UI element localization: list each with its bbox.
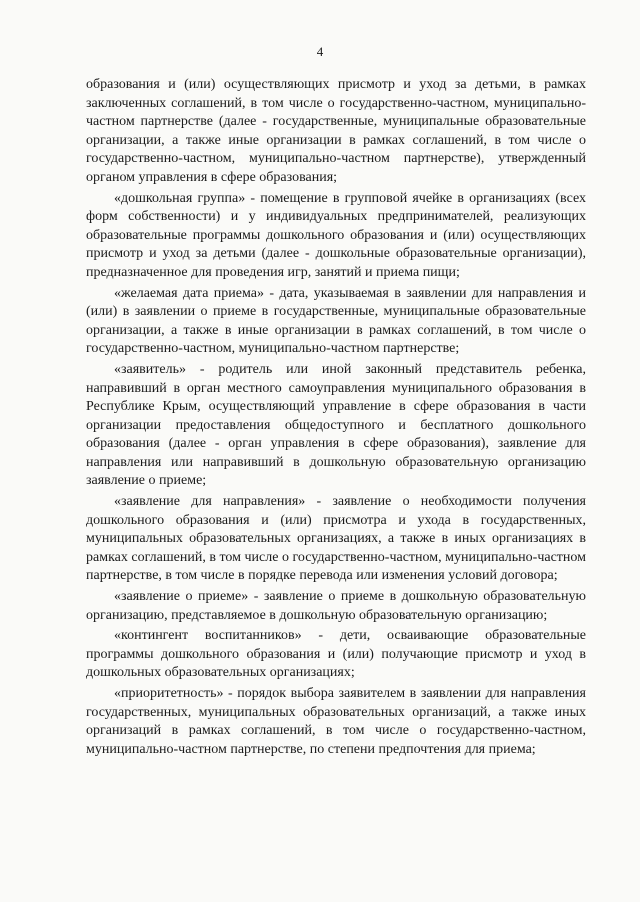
paragraph-admission-application: «заявление о приеме» - заявление о приеме в дошкольную образовательную организацию, представляемое в дошкольную образовательную организацию; [86,589,586,623]
paragraph-preschool-group: «дошкольная группа» - помещение в групповой ячейке в организациях (всех форм собственности) и у индивидуальных предпринимателей, реализующих образовательные программы дошкольного образования и (или) осуществляющих присмотр и уход за детьми (далее - дошкольные образовательные организации), предназначенное для проведения игр, занятий и приема пищи; [86,190,586,280]
paragraph-priority: «приоритетность» - порядок выбора заявителем в заявлении для направления государственных, муниципальных образовательных организаций, а также иных организаций в рамках соглашений, в том числе о государственно-частном, муниципально-частном партнерстве, по степени предпочтения для приема; [86,686,586,757]
paragraph-continuation: образования и (или) осуществляющих присмотр и уход за детьми, в рамках заключенных соглашений, в том числе о государственно-частном, муниципально-частном партнерстве (далее - государственные, муниципальные образовательные организации, а также иные организации в рамках соглашений, в том числе о государственно-частном, муниципально-частном партнерстве), утвержденный органом управления в сфере образования; [86,77,586,185]
paragraph-applicant: «заявитель» - родитель или иной законный представитель ребенка, направивший в орган местного самоуправления муниципального образования в Республике Крым, осуществляющий управление в сфере образования в части организации предоставления общедоступного и бесплатного дошкольного образования (далее - орган управления в сфере образования), заявление для направления или направивший в дошкольную образовательную организацию заявление о приеме; [86,361,586,489]
page-number: 4 [316,44,324,59]
document-body [86,76,586,761]
paragraph-pupil-contingent: «контингент воспитанников» - дети, осваивающие образовательные программы дошкольного образования и (или) получающие присмотр и уход в дошкольных образовательных организациях; [86,628,586,681]
paragraph-desired-date: «желаемая дата приема» - дата, указываемая в заявлении для направления и (или) в заявлении о приеме в государственные, муниципальные образовательные организации, а также в иные организации в рамках соглашений, в том числе о государственно-частном, муниципально-частном партнерстве; [86,285,586,357]
paragraph-referral-application: «заявление для направления» - заявление о необходимости получения дошкольного образования и (или) присмотра и ухода в государственных, муниципальных образовательных организациях, а также в иных организациях в рамках соглашений, в том числе о государственно-частном, муниципально-частном партнерстве, в том числе в порядке перевода или изменения условий договора; [86,494,586,584]
